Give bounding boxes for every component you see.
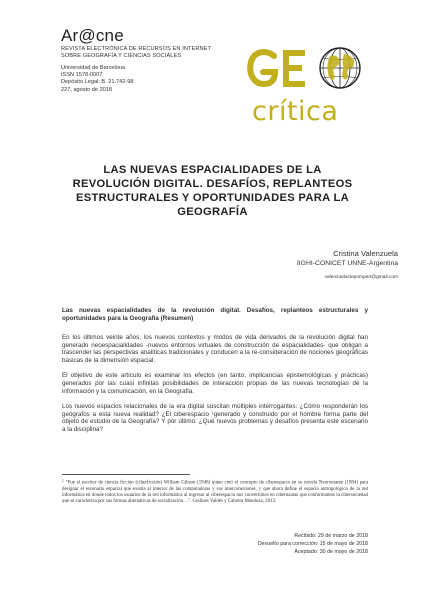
abstract-section <box>62 307 368 442</box>
journal-university: Universidad de Barcelona <box>61 65 126 71</box>
logo-letter-g <box>250 52 275 84</box>
footnote-divider <box>62 474 190 475</box>
geocritica-logo <box>244 44 369 129</box>
date-accepted: Aceptado: 30 de mayo de 2018 <box>294 549 368 555</box>
abstract-paragraph: En los últimos veinte años, los nuevos contextos y modos de vida derivados de la revolución digital han generado neoespacialidades -nuevos entornos virtuales de construcción de espacialidades- que obligan a trascender las perspectivas analíticas tradicionales y conducen a la re-consideración de nociones geográficas básicas de la dimensión espacial. <box>62 334 368 364</box>
article-title-line: GEOGRAFÍA <box>177 206 248 218</box>
abstract-paragraph: Los nuevos espacios relacionales de la era digital suscitan múltiples interrogantes: ¿Cómo responderán los geógrafos a esta nueva realidad? ¿El ciberespacio ¹generado y construido por el hombre forma parte del objeto de estudio de la Geografía? Y por último: ¿Qué nuevos problemas y desafíos presenta este escenario a la disciplina? <box>62 403 368 433</box>
article-title-line: LAS NUEVAS ESPACIALIDADES DE LA <box>103 164 322 176</box>
footnote-marker: 1 <box>62 479 64 483</box>
author-name: Cristina Valenzuela <box>333 249 398 258</box>
abstract-heading: Las nuevas espacialidades de la revolución digital. Desafíos, replanteos estructurales y oportunidades para la Geografía (Resumen) <box>62 307 368 322</box>
logo-wordmark: crítica <box>252 96 339 127</box>
footnote-text: "Fue el escritor de ciencia ficción (ciberficción) William Gibson (1948) quien creó el concepto de ciberespacio en su novela Neuromante (1984) para designar el escenario espacial que existía al interior de las computadoras y sus interconexiones, y que ahora define el espacio antropológico de la red informática en donde todos los usuarios de la red informática al ingresar al ciberespacio nos convertimos en cibernautas que conformamos la cibersociedad que se caracteriza por sus formas alternativas de socialización…". Godines Valdés y Cabrera Mendoza, 2013. <box>62 480 368 504</box>
abstract-paragraph: El objetivo de este artículo es examinar los efectos (en tanto, implicancias epistemológicas y prácticas) generados por las cuasi infinitas posibilidades de interacción propias de las nuevas tecnologías de la información y la comunicación, en la Geografía. <box>62 372 368 395</box>
date-received: Recibido: 29 de marzo de 2018 <box>294 533 368 539</box>
author-email[interactable]: valenzuelaclepompert@gmail.com <box>324 275 398 280</box>
author-block <box>60 249 398 283</box>
journal-issue: 227, agosto de 2018 <box>61 86 113 93</box>
article-title-line: ESTRUCTURALES Y OPORTUNIDADES PARA LA <box>76 192 349 204</box>
journal-name: Ar@cne <box>61 26 124 45</box>
journal-issn: ISSN 1578-0007 <box>61 72 103 79</box>
author-affiliation: IIGHI-CONICET UNNE-Argentina <box>296 260 398 267</box>
globe-icon <box>320 48 360 88</box>
journal-deposit: Depósito Legal: B. 21.742-98 <box>61 79 134 86</box>
logo-letter-e <box>286 53 302 84</box>
footnote <box>62 478 368 505</box>
submission-dates <box>200 532 368 556</box>
article-title <box>60 163 365 219</box>
journal-meta <box>61 65 261 94</box>
article-title-line: REVOLUCIÓN DIGITAL. DESAFÍOS, REPLANTEOS <box>72 178 353 190</box>
date-revised: Devuelto para corrección: 15 de mayo de 2018 <box>257 541 368 547</box>
journal-header <box>61 27 261 94</box>
journal-subtitle-line: REVISTA ELECTRÓNICA DE RECURSOS EN INTERNET <box>61 46 211 52</box>
journal-subtitle-line: SOBRE GEOGRAFÍA Y CIENCIAS SOCIALES <box>61 53 182 59</box>
journal-subtitle <box>61 46 261 60</box>
